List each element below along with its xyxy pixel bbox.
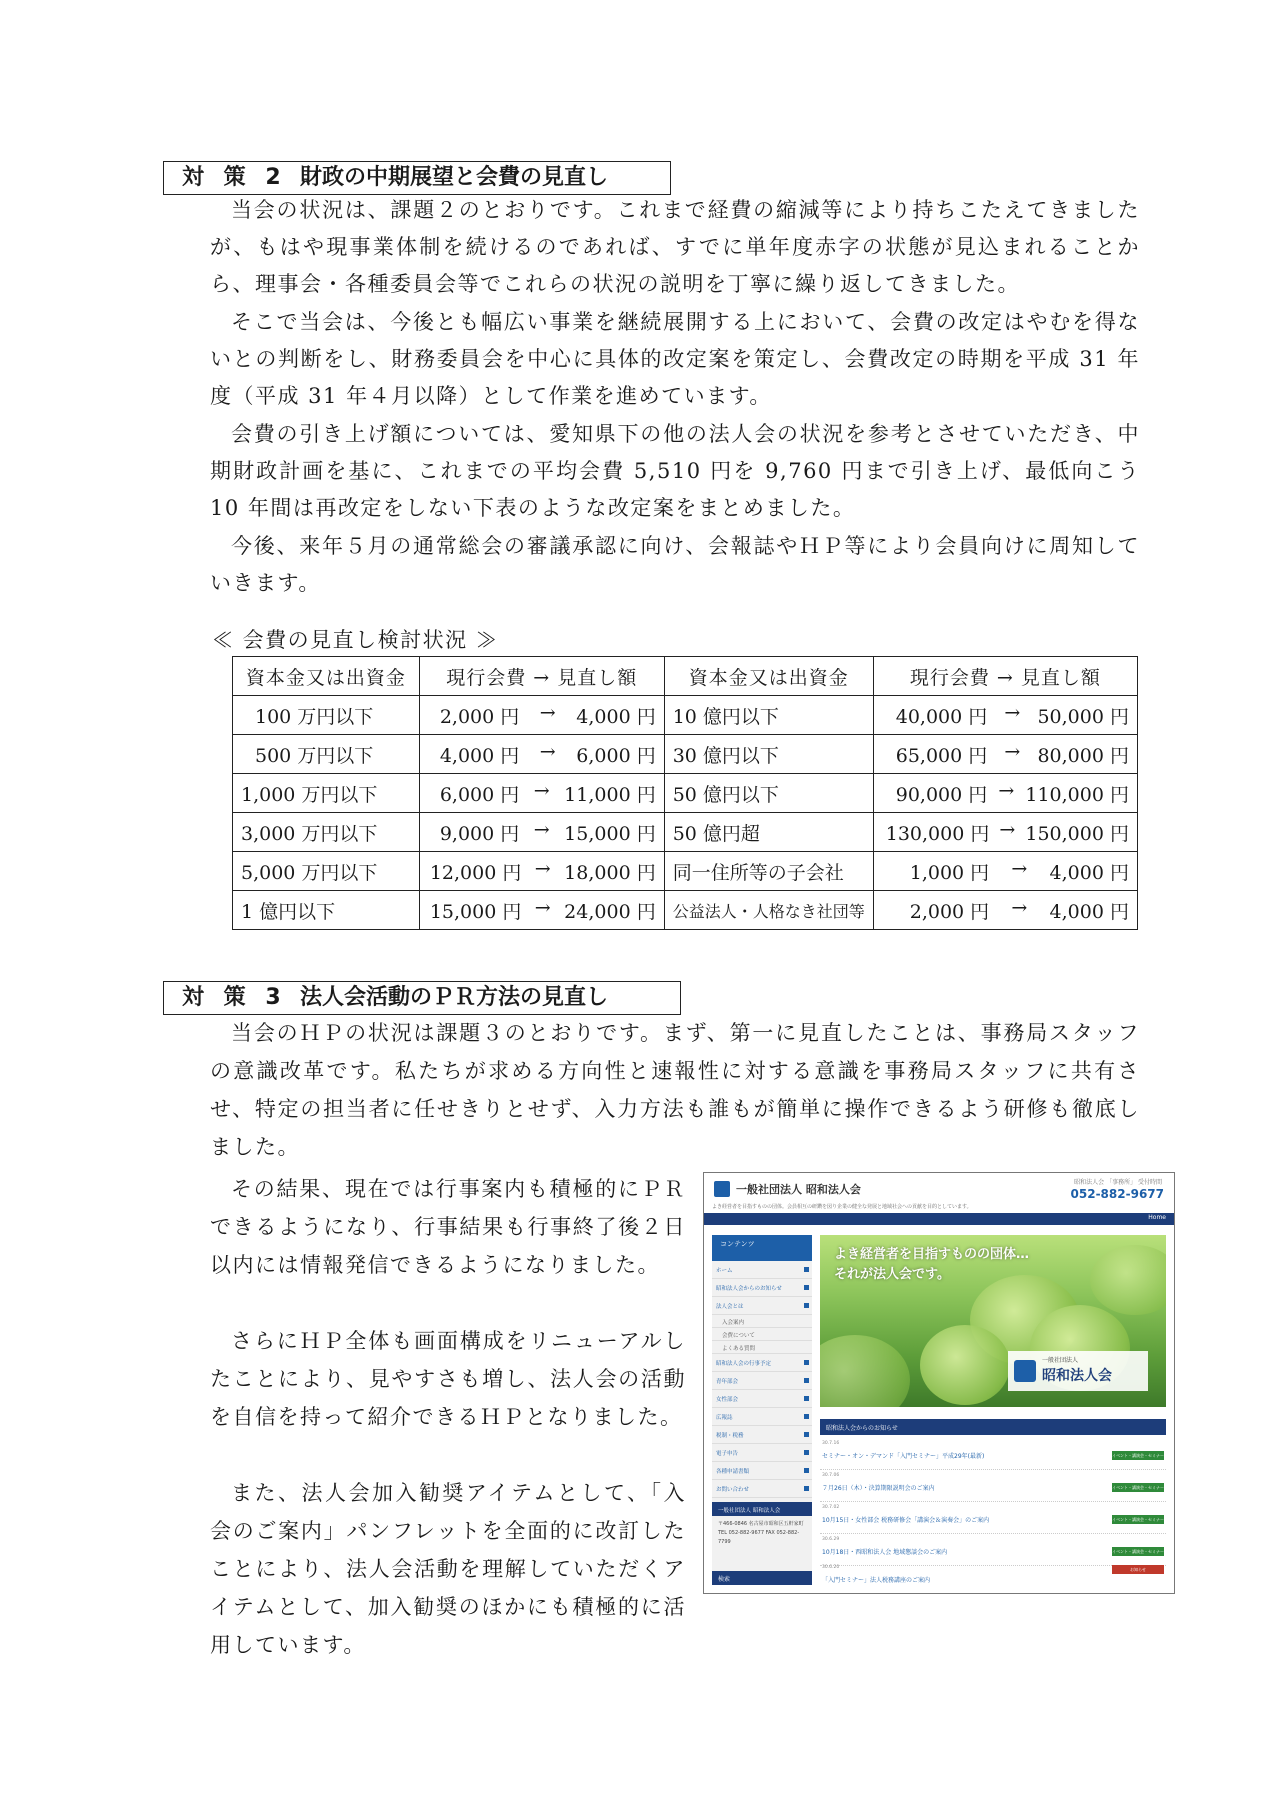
site-news-item [820, 1503, 1166, 1534]
site-sidebar-subitem: 入会案内 [712, 1315, 812, 1328]
section-3-title: 法人会活動のＰＲ方法の見直し [300, 985, 609, 1010]
fee-cell [419, 735, 664, 774]
fee-cell [419, 891, 664, 930]
section-3-paragraph-2: その結果、現在では行事案内も積極的にＰＲできるようになり、行事結果も行事終了後２日以内には情報発信できるようになりました。 [210, 1177, 686, 1277]
current-fee: 6,000 円 [439, 783, 520, 806]
site-sidebar-subitem: よくある質問 [712, 1341, 812, 1354]
new-fee: 11,000 円 [564, 783, 656, 806]
site-sidebar-item: 各種申請書類 [712, 1462, 812, 1480]
site-tagline: よき経営者を目指すものの団体。会員相互の研鑽を図り企業の健全な発展と地域社会への貢献を目的としています。 [712, 1204, 972, 1210]
arrow-icon: → [533, 818, 550, 841]
site-sidebar-head: コンテンツ [712, 1235, 812, 1261]
new-fee: 80,000 円 [1037, 744, 1129, 767]
capital-cell: 1,000 万円以下 [233, 774, 420, 813]
section-3-paragraph-3: さらにＨＰ全体も画面構成をリニューアルしたことにより、見やすさも増し、法人会の活動を自信を持って紹介できるＨＰとなりました。 [210, 1329, 686, 1429]
new-fee: 110,000 円 [1025, 783, 1129, 806]
site-sidebar-item: 昭和法人会の行事予定 [712, 1354, 812, 1372]
capital-cell: 5,000 万円以下 [233, 852, 420, 891]
site-search-label: 検索 [712, 1571, 812, 1585]
website-screenshot [703, 1172, 1175, 1594]
current-fee: 65,000 円 [895, 744, 988, 767]
section-2-title: 財政の中期展望と会費の見直し [300, 165, 609, 190]
site-hero-line-1: よき経営者を目指すものの団体… [834, 1247, 1030, 1262]
clover-leaf [920, 1325, 1010, 1405]
fee-table [232, 656, 1138, 930]
section-2-paragraph-1: 当会の状況は、課題２のとおりです。これまで経費の縮減等により持ちこたえてきましたが、もはや現事業体制を続けるのであれば、すでに単年度赤字の状態が見込まれることから、理事会・各種委員会等でこれらの状況の説明を丁寧に繰り返してきました。 [210, 198, 1140, 296]
site-news-item [820, 1439, 1166, 1470]
capital-cell: 同一住所等の子会社 [664, 852, 873, 891]
arrow-icon: → [539, 740, 556, 763]
new-fee: 4,000 円 [1049, 900, 1129, 923]
site-hero-line-2: それが法人会です。 [834, 1267, 950, 1282]
site-hero-logo-icon [1014, 1360, 1036, 1382]
arrow-icon: → [534, 857, 551, 880]
news-date: 30.7.16 [822, 1441, 840, 1446]
site-news-item [820, 1471, 1166, 1502]
news-badge: イベント・講演会・セミナー [1112, 1549, 1164, 1554]
arrow-icon: → [539, 701, 556, 724]
site-sidebar-subitem: 会費について [712, 1328, 812, 1341]
arrow-icon: → [533, 779, 550, 802]
fee-table-caption: ≪ 会費の見直し検討状況 ≫ [212, 628, 499, 652]
site-hero-text [834, 1245, 1029, 1285]
table-row [233, 696, 1138, 735]
news-date: 30.7.02 [822, 1505, 840, 1510]
section-2-heading [163, 161, 671, 195]
fee-cell [419, 774, 664, 813]
arrow-icon: → [1011, 857, 1028, 880]
header-capital-right: 資本金又は出資金 [664, 657, 873, 696]
header-capital-left: 資本金又は出資金 [233, 657, 420, 696]
news-badge: イベント・講演会・セミナー [1112, 1453, 1164, 1458]
news-title: ７月26日（木）・決算期限説明会のご案内 [822, 1485, 935, 1492]
site-tel-label: 昭和法人会 「事務所」 受付時間 [1074, 1179, 1162, 1186]
site-hero-logo [1008, 1351, 1148, 1391]
fee-cell [419, 813, 664, 852]
new-fee: 15,000 円 [564, 822, 656, 845]
section-3-number: 対 策 3 [182, 985, 287, 1010]
arrow-icon: → [999, 818, 1016, 841]
fee-cell [873, 891, 1137, 930]
new-fee: 4,000 円 [1049, 861, 1129, 884]
current-fee: 2,000 円 [909, 900, 990, 923]
site-nav-home: Home [1148, 1214, 1166, 1221]
site-sidebar-item: 広報誌 [712, 1408, 812, 1426]
site-news-head: 昭和法人会からのお知らせ [820, 1419, 1166, 1435]
clover-leaf [1090, 1245, 1166, 1315]
section-2-paragraph-3: 会費の引き上げ額については、愛知県下の他の法人会の状況を参考とさせていただき、中期財政計画を基に、これまでの平均会費 5,510 円を 9,760 円まで引き上げ、最低向こう 10 年間は再改定をしない下表のような改定案をまとめました。 [210, 422, 1140, 520]
table-row [233, 735, 1138, 774]
news-date: 30.6.20 [822, 1565, 840, 1570]
site-sidebar-item: 電子申告 [712, 1444, 812, 1462]
header-fee-right: 現行会費 → 見直し額 [873, 657, 1137, 696]
current-fee: 2,000 円 [439, 705, 520, 728]
section-2-paragraph-4: 今後、来年５月の通常総会の審議承認に向け、会報誌やＨＰ等により会員向けに周知していきます。 [210, 534, 1140, 595]
fee-cell [873, 813, 1137, 852]
arrow-icon: → [1011, 896, 1028, 919]
fee-cell [419, 852, 664, 891]
section-2-number: 対 策 2 [182, 165, 287, 190]
news-badge: お知らせ [1112, 1565, 1164, 1574]
site-logo-icon [714, 1181, 730, 1197]
arrow-icon: → [998, 779, 1015, 802]
site-sidebar-item: ホーム [712, 1261, 812, 1279]
site-news-item [820, 1563, 1166, 1594]
news-title: 10月15日・女性部会 税務研修会「講演会＆演奏会」のご案内 [822, 1517, 990, 1524]
site-sidebar-item: お問い合わせ [712, 1480, 812, 1498]
news-title: セミナー・オン・デマンド「入門セミナー」平成29年(最新) [822, 1453, 985, 1460]
capital-cell: 3,000 万円以下 [233, 813, 420, 852]
arrow-icon: → [1004, 740, 1021, 763]
site-office-title: 一般社団法人 昭和法人会 [712, 1502, 812, 1516]
current-fee: 9,000 円 [439, 822, 520, 845]
news-title: 「入門セミナー」法人税務講座のご案内 [822, 1577, 931, 1584]
site-sidebar-item: 女性部会 [712, 1390, 812, 1408]
news-date: 30.7.06 [822, 1473, 840, 1478]
table-row [233, 813, 1138, 852]
new-fee: 150,000 円 [1025, 822, 1129, 845]
fee-cell [419, 696, 664, 735]
current-fee: 130,000 円 [885, 822, 990, 845]
current-fee: 12,000 円 [429, 861, 522, 884]
fee-cell [873, 696, 1137, 735]
fee-cell [873, 774, 1137, 813]
table-row [233, 852, 1138, 891]
capital-cell: 50 億円超 [664, 813, 873, 852]
arrow-icon: → [534, 896, 551, 919]
capital-cell: 10 億円以下 [664, 696, 873, 735]
clover-leaf [820, 1335, 910, 1407]
site-hero-image [820, 1235, 1166, 1407]
site-navbar [704, 1213, 1174, 1225]
fee-table-header [233, 657, 1138, 696]
capital-cell: 30 億円以下 [664, 735, 873, 774]
capital-cell: 1 億円以下 [233, 891, 420, 930]
site-phone: 052-882-9677 [1070, 1187, 1164, 1201]
site-sidebar-item: 法人会とは [712, 1297, 812, 1315]
fee-cell [873, 852, 1137, 891]
site-sidebar-item: 税制・税務 [712, 1426, 812, 1444]
new-fee: 6,000 円 [576, 744, 656, 767]
capital-cell: 100 万円以下 [233, 696, 420, 735]
section-3-heading [163, 981, 681, 1015]
current-fee: 15,000 円 [429, 900, 522, 923]
new-fee: 18,000 円 [564, 861, 656, 884]
news-badge: イベント・講演会・セミナー [1112, 1517, 1164, 1522]
section-3-paragraph-4: また、法人会加入勧奨アイテムとして、「入会のご案内」パンフレットを全面的に改訂したことにより、法人会活動を理解していただくアイテムとして、加入勧奨のほかにも積極的に活用しています。 [210, 1481, 686, 1657]
news-date: 30.6.29 [822, 1537, 840, 1542]
site-header [704, 1173, 1174, 1209]
current-fee: 1,000 円 [909, 861, 990, 884]
current-fee: 90,000 円 [895, 783, 988, 806]
fee-cell [873, 735, 1137, 774]
site-news-item [820, 1535, 1166, 1566]
site-sidebar-item: 昭和法人会からのお知らせ [712, 1279, 812, 1297]
site-sidebar [712, 1235, 812, 1585]
site-org-name: 一般社団法人 昭和法人会 [736, 1183, 861, 1196]
site-office-address: 〒466-0846 名古屋市昭和区五軒家町 TEL 052-882-9677 FAX 052-882-7799 [718, 1521, 804, 1545]
site-sidebar-item: 青年部会 [712, 1372, 812, 1390]
capital-cell: 500 万円以下 [233, 735, 420, 774]
current-fee: 40,000 円 [895, 705, 988, 728]
section-3-paragraph-1: 当会のＨＰの状況は課題３のとおりです。まず、第一に見直したことは、事務局スタッフの意識改革です。私たちが求める方向性と速報性に対する意識を事務局スタッフに共有させ、特定の担当者に任せきりとせず、入力方法も誰もが簡単に操作できるよう研修も徹底しました。 [210, 1021, 1140, 1159]
table-row [233, 891, 1138, 930]
site-hero-logo-name: 昭和法人会 [1042, 1368, 1112, 1384]
section-2-paragraph-2: そこで当会は、今後とも幅広い事業を継続展開する上において、会費の改定はやむを得ないとの判断をし、財務委員会を中心に具体的改定案を策定し、会費改定の時期を平成 31 年度（平成 31 年４月以降）として作業を進めています。 [210, 310, 1140, 408]
arrow-icon: → [1004, 701, 1021, 724]
current-fee: 4,000 円 [439, 744, 520, 767]
news-title: 10月18日・西昭和法人会 地域懇談会のご案内 [822, 1549, 948, 1556]
new-fee: 4,000 円 [576, 705, 656, 728]
header-fee-left: 現行会費 → 見直し額 [419, 657, 664, 696]
table-row [233, 774, 1138, 813]
new-fee: 50,000 円 [1037, 705, 1129, 728]
news-badge: イベント・講演会・セミナー [1112, 1485, 1164, 1490]
capital-cell: 50 億円以下 [664, 774, 873, 813]
capital-cell: 公益法人・人格なき社団等 [664, 891, 873, 930]
site-hero-logo-small: 一般社団法人 [1042, 1357, 1079, 1364]
new-fee: 24,000 円 [564, 900, 656, 923]
